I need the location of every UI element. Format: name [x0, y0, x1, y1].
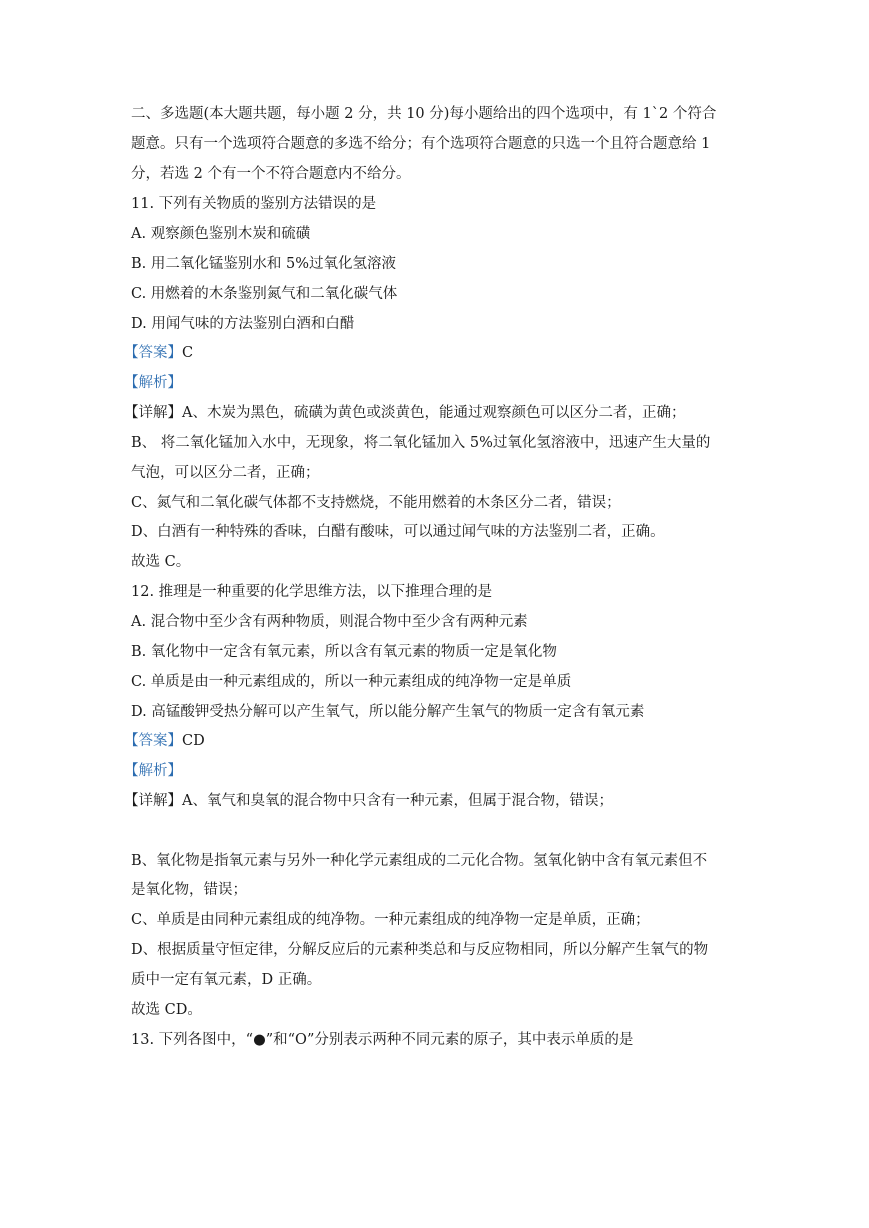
q12-option-b: B. 氧化物中一定含有氧元素，所以含有氧元素的物质一定是氧化物 [131, 644, 557, 660]
q11-analysis [124, 373, 182, 393]
analysis-tag: 【解析】 [124, 375, 182, 391]
q12-option-c: C. 单质是由一种元素组成的，所以一种元素组成的纯净物一定是单质 [131, 674, 572, 690]
answer-tag: 【答案】 [124, 733, 182, 749]
q11-conclusion: 故选 C。 [131, 554, 191, 570]
q11-detail-line-4: C、氮气和二氧化碳气体都不支持燃烧，不能用燃着的木条区分二者，错误； [131, 495, 621, 511]
q12-option-a: A. 混合物中至少含有两种物质，则混合物中至少含有两种元素 [131, 614, 528, 630]
analysis-tag: 【解析】 [124, 763, 182, 779]
q12-analysis [124, 761, 182, 781]
q11-detail-line-2: B、 将二氧化锰加入水中，无现象，将二氧化锰加入 5%过氧化氢溶液中，迅速产生大量的 [131, 435, 711, 451]
section-header-line-1: 二、多选题(本大题共题，每小题 2 分，共 10 分)每小题给出的四个选项中，有 1`2 个符合 [131, 106, 717, 122]
section-header-line-2: 题意。只有一个选项符合题意的多选不给分；有个选项符合题意的只选一个且符合题意给 1 [131, 136, 711, 152]
q11-answer [124, 343, 193, 363]
q11-detail-line-5: D、白酒有一种特殊的香味，白醋有酸味，可以通过闻气味的方法鉴别二者，正确。 [131, 524, 665, 540]
q12-detail-line-5: D、根据质量守恒定律，分解反应后的元素种类总和与反应物相同，所以分解产生氧气的物 [131, 942, 709, 958]
detail-tag: 【详解】 [124, 793, 182, 809]
q12-option-d: D. 高锰酸钾受热分解可以产生氧气，所以能分解产生氧气的物质一定含有氧元素 [131, 704, 645, 720]
q11-stem: 11. 下列有关物质的鉴别方法错误的是 [131, 196, 377, 212]
answer-tag: 【答案】 [124, 345, 182, 361]
q11-detail-line-3: 气泡，可以区分二者，正确； [131, 465, 320, 481]
q12-detail-text-1: A、氧气和臭氧的混合物中只含有一种元素，但属于混合物，错误； [182, 793, 613, 809]
q12-answer [124, 731, 205, 751]
q12-stem: 12. 推理是一种重要的化学思维方法，以下推理合理的是 [131, 584, 493, 600]
q11-answer-value: C [182, 345, 194, 361]
q12-detail-line-6: 质中一定有氧元素，D 正确。 [131, 972, 322, 988]
q12-conclusion: 故选 CD。 [131, 1002, 202, 1018]
q11-detail-line-1 [124, 403, 685, 423]
q11-option-d: D. 用闻气味的方法鉴别白酒和白醋 [131, 316, 355, 332]
q12-detail-line-3: 是氧化物，错误； [131, 882, 247, 898]
q12-detail-line-1 [124, 791, 613, 811]
q12-detail-line-2: B、氧化物是指氧元素与另外一种化学元素组成的二元化合物。氢氧化钠中含有氧元素但不 [131, 853, 708, 869]
q13-stem: 13. 下列各图中，“●”和“O”分别表示两种不同元素的原子，其中表示单质的是 [131, 1032, 634, 1048]
detail-tag: 【详解】 [124, 405, 182, 421]
q12-answer-value: CD [182, 733, 205, 749]
q11-option-a: A. 观察颜色鉴别木炭和硫磺 [131, 226, 311, 242]
q11-option-b: B. 用二氧化锰鉴别水和 5%过氧化氢溶液 [131, 256, 396, 272]
q12-detail-line-4: C、单质是由同种元素组成的纯净物。一种元素组成的纯净物一定是单质，正确； [131, 912, 650, 928]
section-header-line-3: 分，若选 2 个有一个不符合题意内不给分。 [131, 166, 411, 182]
q11-detail-text-1: A、木炭为黑色，硫磺为黄色或淡黄色，能通过观察颜色可以区分二者，正确； [182, 405, 686, 421]
q11-option-c: C. 用燃着的木条鉴别氮气和二氧化碳气体 [131, 286, 398, 302]
